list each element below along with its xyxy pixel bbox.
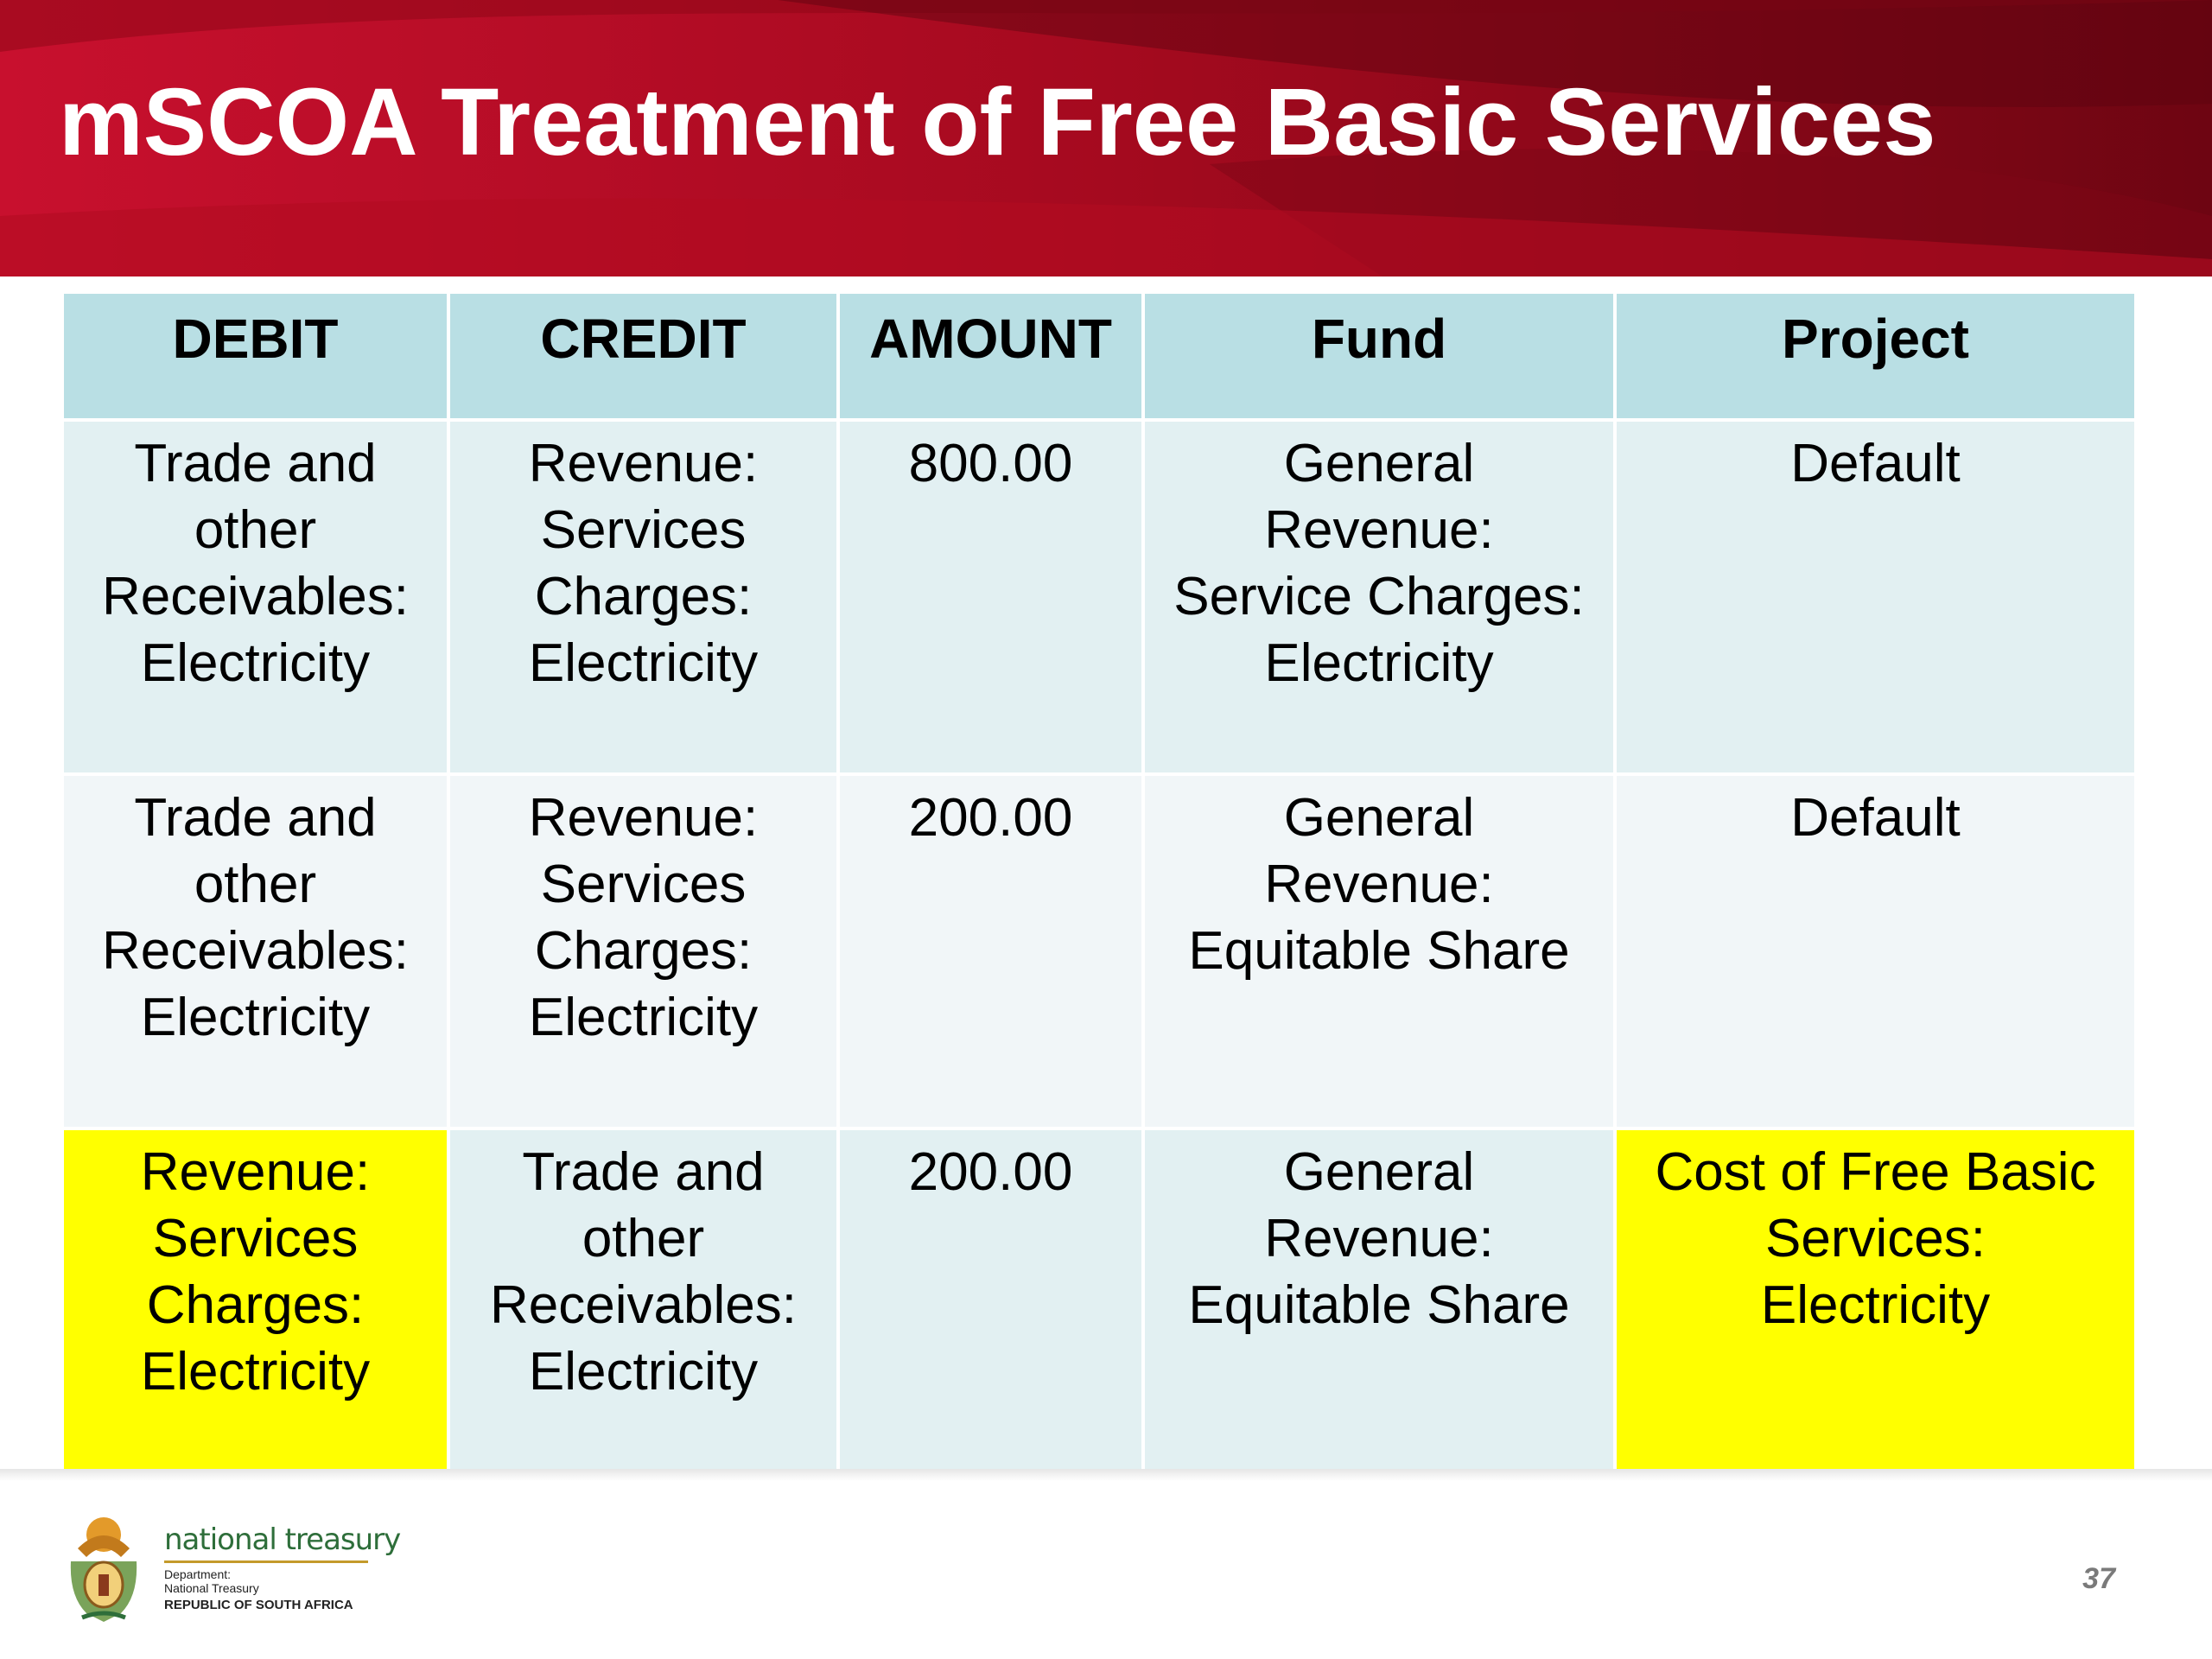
credit-cell [448,774,838,1128]
cell-line: 200.00 [908,788,1073,848]
cell-line: Default [1790,434,1961,493]
cell-line: Services: [1765,1209,1986,1268]
header-banner [0,0,2212,276]
logo-department-label: Department: [164,1567,232,1581]
fund-cell [1143,420,1615,774]
project-cell-highlighted [1615,1128,2136,1483]
cell-line: Revenue: [140,1142,371,1202]
cell-line: Trade and [134,788,377,848]
header-project: Project [1615,292,2136,420]
project-cell [1615,420,2136,774]
logo-wordmark: national treasury [164,1522,401,1557]
cell-line: Charges: [146,1275,365,1335]
amount-cell [838,774,1143,1128]
logo-department-name: National Treasury [164,1581,259,1595]
cell-line: Charges: [534,567,753,626]
cell-line: Trade and [522,1142,765,1202]
cell-line: Receivables: [102,567,409,626]
debit-cell-highlighted [62,1128,448,1483]
project-cell [1615,774,2136,1128]
table-row [62,420,2136,774]
cell-line: Electricity [528,633,759,693]
header-fund: Fund [1143,292,1615,420]
cell-line: Charges: [534,921,753,981]
header-amount: AMOUNT [838,292,1143,420]
cell-line: Services [540,500,747,560]
journal-table [60,290,2138,1484]
cell-line: Receivables: [102,921,409,981]
page-number: 37 [2082,1562,2115,1595]
cell-line: Electricity [140,1342,371,1402]
cell-line: Electricity [1264,633,1494,693]
cell-line: Trade and [134,434,377,493]
logo-country: REPUBLIC OF SOUTH AFRICA [164,1598,353,1612]
amount-cell [838,420,1143,774]
cell-line: Electricity [140,633,371,693]
page-title: mSCOA Treatment of Free Basic Services [59,69,1936,175]
cell-line: General [1283,1142,1475,1202]
cell-line: Revenue: [528,788,759,848]
cell-line: Revenue: [1264,1209,1494,1268]
credit-cell [448,1128,838,1483]
fund-cell [1143,774,1615,1128]
cell-line: Receivables: [490,1275,797,1335]
cell-line: Equitable Share [1188,921,1570,981]
cell-line: Revenue: [528,434,759,493]
cell-line: 200.00 [908,1142,1073,1202]
cell-line: General [1283,434,1475,493]
debit-cell [62,774,448,1128]
footer-divider [0,1469,2212,1481]
table-row [62,774,2136,1128]
cell-line: Services [540,855,747,914]
cell-line: Electricity [1760,1275,1991,1335]
cell-line: Default [1790,788,1961,848]
cell-line: Cost of Free Basic [1655,1142,2096,1202]
cell-line: Electricity [528,1342,759,1402]
table-header-row [62,292,2136,420]
debit-cell [62,420,448,774]
cell-line: 800.00 [908,434,1073,493]
logo-underline [164,1560,368,1563]
cell-line: Equitable Share [1188,1275,1570,1335]
cell-line: Services [152,1209,359,1268]
header-debit: DEBIT [62,292,448,420]
table-row [62,1128,2136,1483]
cell-line: other [582,1209,705,1268]
cell-line: Revenue: [1264,855,1494,914]
cell-line: other [194,855,317,914]
cell-line: Electricity [140,988,371,1047]
fund-cell [1143,1128,1615,1483]
cell-line: Revenue: [1264,500,1494,560]
credit-cell [448,420,838,774]
amount-cell [838,1128,1143,1483]
cell-line: Electricity [528,988,759,1047]
coat-of-arms-icon [60,1514,147,1630]
header-credit: CREDIT [448,292,838,420]
cell-line: General [1283,788,1475,848]
cell-line: Service Charges: [1173,567,1585,626]
cell-line: other [194,500,317,560]
